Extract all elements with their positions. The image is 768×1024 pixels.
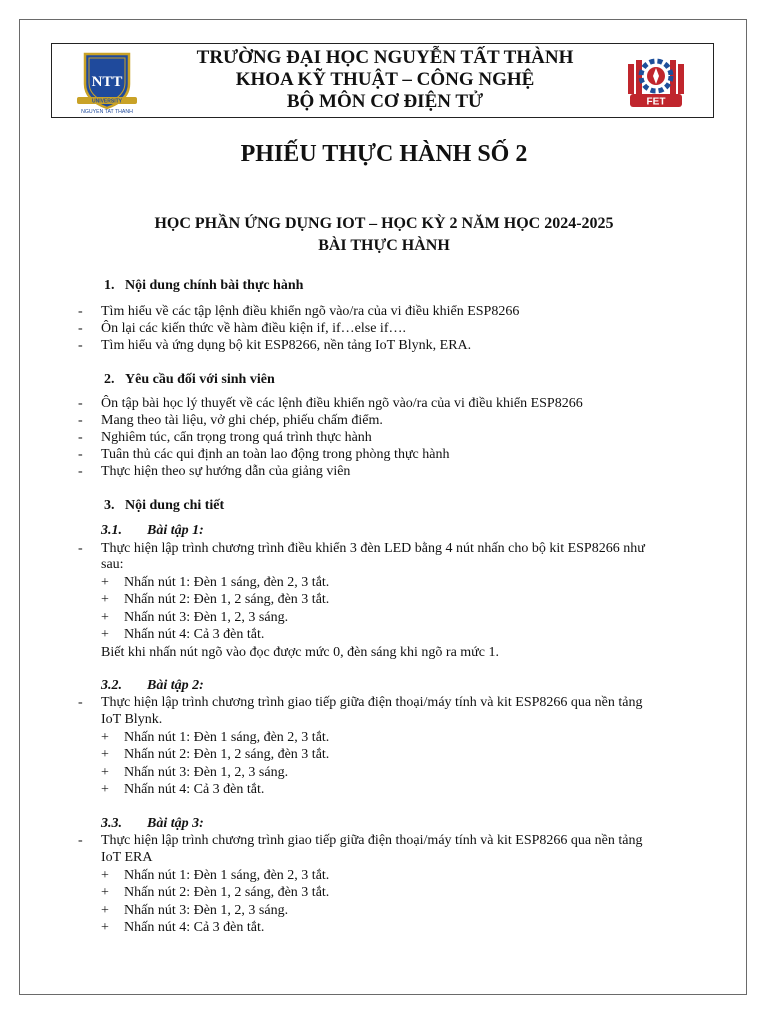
bullet-plus: +	[101, 627, 109, 642]
bullet-plus: +	[101, 575, 109, 590]
list-item: Nhấn nút 3: Đèn 1, 2, 3 sáng.	[124, 903, 289, 918]
exercise-1-number: 3.1.	[101, 523, 122, 538]
bullet-plus: +	[101, 885, 109, 900]
list-item: Nhấn nút 1: Đèn 1 sáng, đèn 2, 3 tắt.	[124, 868, 330, 883]
section-2-number: 2.	[104, 372, 115, 387]
department-name: BỘ MÔN CƠ ĐIỆN TỬ	[286, 91, 484, 112]
bullet-dash: -	[78, 695, 83, 710]
list-item: Nhấn nút 4: Cả 3 đèn tắt.	[124, 920, 265, 935]
exercise-3-number: 3.3.	[101, 816, 122, 831]
list-item: Nhấn nút 3: Đèn 1, 2, 3 sáng.	[124, 610, 289, 625]
exercise-3-title: Bài tập 3:	[147, 816, 204, 831]
bullet-dash: -	[78, 464, 83, 479]
bullet-plus: +	[101, 610, 109, 625]
section-1-number: 1.	[104, 278, 115, 293]
ntt-university-crest-icon	[75, 50, 139, 116]
list-item: Nghiêm túc, cẩn trọng trong quá trình thực hành	[101, 430, 372, 445]
crest-letters: NTT	[91, 74, 123, 90]
faculty-name: KHOA KỸ THUẬT – CÔNG NGHỆ	[235, 69, 535, 90]
exercise-1-desc-cont: sau:	[101, 557, 124, 572]
bullet-plus: +	[101, 592, 109, 607]
exercise-3-desc: Thực hiện lập trình chương trình giao tiếp giữa điện thoại/máy tính và kit ESP8266 qua nền tảng	[101, 833, 643, 848]
crest-ribbon: UNIVERSITY	[91, 98, 123, 105]
list-item: Tuân thủ các qui định an toàn lao động trong phòng thực hành	[101, 447, 450, 462]
bullet-dash: -	[78, 396, 83, 411]
exercise-1-desc: Thực hiện lập trình chương trình điều khiển 3 đèn LED bằng 4 nút nhấn cho bộ kit ESP8266 như	[101, 541, 645, 556]
list-item: Nhấn nút 2: Đèn 1, 2 sáng, đèn 3 tắt.	[124, 885, 330, 900]
bullet-dash: -	[78, 430, 83, 445]
list-item: Nhấn nút 4: Cả 3 đèn tắt.	[124, 782, 265, 797]
exercise-2-title: Bài tập 2:	[147, 678, 204, 693]
bullet-dash: -	[78, 833, 83, 848]
crest-caption: NGUYEN TAT THANH	[81, 109, 133, 115]
fet-faculty-gear-icon	[624, 52, 688, 110]
exercise-1-title: Bài tập 1:	[147, 523, 204, 538]
school-header	[140, 47, 630, 113]
list-item: Mang theo tài liệu, vở ghi chép, phiếu chấm điểm.	[101, 413, 383, 428]
fet-letters: FET	[646, 96, 666, 108]
bullet-plus: +	[101, 782, 109, 797]
bullet-plus: +	[101, 903, 109, 918]
exercise-2-number: 3.2.	[101, 678, 122, 693]
section-3-title: Nội dung chi tiết	[125, 498, 225, 513]
exercise-1-note: Biết khi nhấn nút ngõ vào đọc được mức 0, đèn sáng khi ngõ ra mức 1.	[101, 645, 499, 660]
bullet-plus: +	[101, 730, 109, 745]
course-line: HỌC PHẦN ỨNG DỤNG IOT – HỌC KỲ 2 NĂM HỌC 2024-2025	[154, 215, 614, 232]
exercise-2-desc: Thực hiện lập trình chương trình giao tiếp giữa điện thoại/máy tính và kit ESP8266 qua nền tảng	[101, 695, 643, 710]
list-item: Nhấn nút 1: Đèn 1 sáng, đèn 2, 3 tắt.	[124, 575, 330, 590]
bullet-plus: +	[101, 747, 109, 762]
list-item: Nhấn nút 3: Đèn 1, 2, 3 sáng.	[124, 765, 289, 780]
section-1-title: Nội dung chính bài thực hành	[125, 278, 304, 293]
bullet-plus: +	[101, 868, 109, 883]
section-2-title: Yêu cầu đối với sinh viên	[125, 372, 275, 387]
exercise-2-desc-cont: IoT Blynk.	[101, 712, 163, 727]
list-item: Tìm hiểu về các tập lệnh điều khiển ngõ vào/ra của vi điều khiển ESP8266	[101, 304, 520, 319]
exercise-3-desc-cont: IoT ERA	[101, 850, 153, 865]
bullet-plus: +	[101, 765, 109, 780]
section-3-number: 3.	[104, 498, 115, 513]
list-item: Nhấn nút 2: Đèn 1, 2 sáng, đèn 3 tắt.	[124, 592, 330, 607]
list-item: Ôn tập bài học lý thuyết về các lệnh điều khiển ngõ vào/ra của vi điều khiển ESP8266	[101, 396, 583, 411]
course-subtitle	[0, 213, 768, 257]
practice-line: BÀI THỰC HÀNH	[318, 237, 450, 254]
bullet-plus: +	[101, 920, 109, 935]
bullet-dash: -	[78, 541, 83, 556]
bullet-dash: -	[78, 321, 83, 336]
list-item: Ôn lại các kiến thức về hàm điều kiện if, if…else if….	[101, 321, 406, 336]
list-item: Nhấn nút 1: Đèn 1 sáng, đèn 2, 3 tắt.	[124, 730, 330, 745]
list-item: Thực hiện theo sự hướng dẫn của giảng viên	[101, 464, 351, 479]
list-item: Nhấn nút 2: Đèn 1, 2 sáng, đèn 3 tắt.	[124, 747, 330, 762]
bullet-dash: -	[78, 304, 83, 319]
list-item: Tìm hiểu và ứng dụng bộ kit ESP8266, nền tảng IoT Blynk, ERA.	[101, 338, 472, 353]
school-name: TRƯỜNG ĐẠI HỌC NGUYỄN TẤT THÀNH	[196, 47, 574, 68]
bullet-dash: -	[78, 447, 83, 462]
bullet-dash: -	[78, 338, 83, 353]
page-title: PHIẾU THỰC HÀNH SỐ 2	[240, 141, 528, 167]
bullet-dash: -	[78, 413, 83, 428]
list-item: Nhấn nút 4: Cả 3 đèn tắt.	[124, 627, 265, 642]
